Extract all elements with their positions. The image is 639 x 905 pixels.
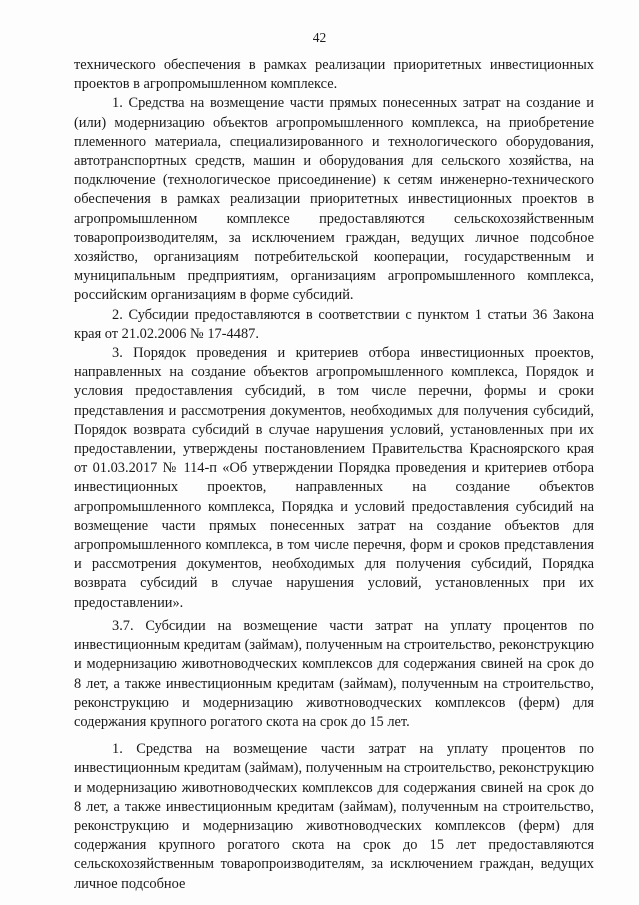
section-3-7-heading: 3.7. Субсидии на возмещение части затрат на уплату процентов по инвестиционным кредитам (займам), полученным на строительство, реконструкцию и модернизацию животноводческих комплексов для содержания свиней на срок до 8 лет, а также инвестиционным кредитам (займам), полученным на строительство, реконструкцию и модернизацию животноводческих комплексов (ферм) для содержания крупного рогатого скота на срок до 15 лет. <box>74 617 594 730</box>
paragraph-continuation: технического обеспечения в рамках реализации приоритетных инвестиционных проектов в агропромышленном комплексе. <box>74 57 594 93</box>
page-number: 42 <box>312 30 327 45</box>
document-body <box>74 56 594 894</box>
section-3-7-item-1: 1. Средства на возмещение части затрат на уплату процентов по инвестиционным кредитам (займам), полученным на строительство, реконструкцию и модернизацию животноводческих комплексов для содержания свиней на срок до 8 лет, а также инвестиционным кредитам (займам), полученным на строительство, реконструкцию и модернизацию животноводческих комплексов (ферм) для содержания крупного рогатого скота на срок до 15 лет предоставляются сельскохозяйственным товаропроизводителям, за исключением граждан, ведущих личное подсобное <box>74 741 594 892</box>
paragraph-item-2: 2. Субсидии предоставляются в соответствии с пунктом 1 статьи 36 Закона края от 21.02.2006 № 17-4487. <box>74 306 594 342</box>
paragraph-item-3: 3. Порядок проведения и критериев отбора инвестиционных проектов, направленных на создание объектов агропромышленного комплекса, Порядок и условия предоставления субсидий, в том числе перечни, формы и сроки представления и рассмотрения документов, необходимых для получения субсидий, Порядок возврата субсидий в случае нарушения условий, установленных при их предоставлении, утверждены постановлением Правительства Красноярского края от 01.03.2017 № 114-п «Об утверждении Порядка проведения и критериев отбора инвестиционных проектов, направленных на создание объектов агропромышленного комплекса, Порядка и условий предоставления субсидий на возмещение части прямых понесенных затрат на создание объектов для агропромышленного комплекса, в том числе перечня, форм и сроков представления и рассмотрения документов, необходимых для получения субсидий, Порядка возврата субсидий в случае нарушения условий, установленных при их предоставлении». <box>74 345 594 611</box>
paragraph-item-1: 1. Средства на возмещение части прямых понесенных затрат на создание и (или) модернизацию объектов агропромышленного комплекса, на приобретение племенного материала, специализированного и технологического оборудования, автотранспортных средств, машин и оборудования для сельского хозяйства, на подключение (технологическое присоединение) к сетям инженерно-технического обеспечения в рамках реализации приоритетных инвестиционных проектов в агропромышленном комплексе предоставляются сельскохозяйственным товаропроизводителям, за исключением граждан, ведущих личное подсобное хозяйство, организациям потребительской кооперации, государственным и муниципальным предприятиям, организациям агропромышленного комплекса, российским организациям в форме субсидий. <box>74 95 594 304</box>
